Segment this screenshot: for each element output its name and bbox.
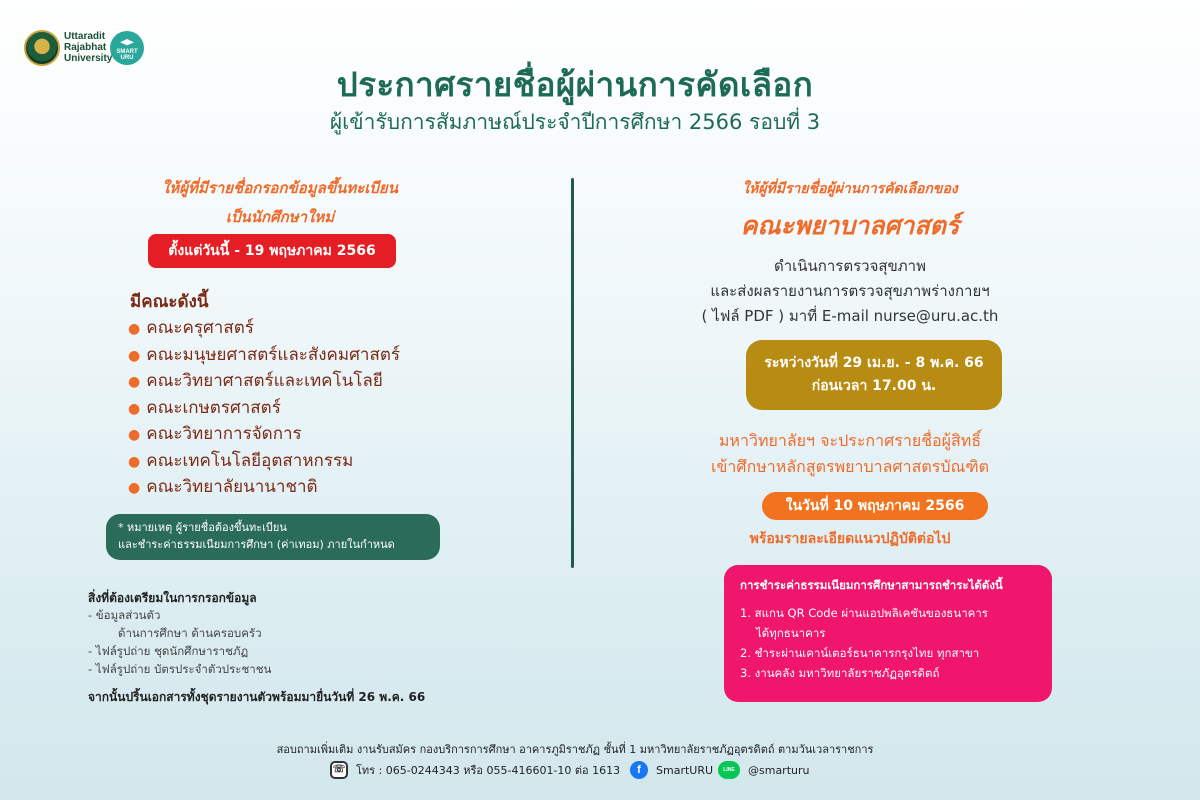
- facebook-icon: f: [630, 761, 648, 779]
- faculty-name: คณะเทคโนโลยีอุตสาหกรรม: [146, 450, 354, 471]
- faculty-heading: มีคณะดังนี้: [130, 292, 209, 312]
- instruction-line: ( ไฟล์ PDF ) มาที่ E-mail nurse@uru.ac.th: [701, 307, 999, 325]
- preparation-footer: จากนั้นปริ้นเอกสารทั้งชุดรายงานตัวพร้อมมายื่นวันที่ 26 พ.ค. 66: [88, 690, 426, 704]
- line-icon: LINE: [718, 761, 740, 779]
- faculty-list: [128, 315, 400, 501]
- announcement-date-badge: ในวันที่ 10 พฤษภาคม 2566: [762, 492, 988, 520]
- university-name-line: Uttaradit: [64, 31, 106, 42]
- note-line: * หมายเหตุ ผู้รายชื่อต้องขึ้นทะเบียน: [118, 521, 287, 534]
- instruction-line: และส่งผลรายงานการตรวจสุขภาพร่างกายฯ: [710, 282, 990, 300]
- faculty-name: คณะวิทยาการจัดการ: [146, 424, 302, 444]
- nursing-faculty-title: คณะพยาบาลศาสตร์: [740, 211, 960, 240]
- phone-text: โทร : 065-0244343 หรือ 055-416601-10 ต่อ 1613: [356, 764, 621, 777]
- faculty-name: คณะมนุษยศาสตร์และสังคมศาสตร์: [146, 344, 401, 365]
- list-item: - ไฟล์รูปถ่าย ชุดนักศึกษาราชภัฏ: [88, 644, 249, 658]
- list-item: 2. ชำระผ่านเคาน์เตอร์ธนาคารกรุงไทย ทุกสาขา: [740, 646, 980, 660]
- bullet-icon: ●: [128, 347, 141, 364]
- line-text: @smarturu: [748, 763, 810, 777]
- list-item: [128, 421, 400, 448]
- payment-methods-box: [724, 565, 1052, 702]
- graduation-cap-icon: [120, 39, 134, 47]
- bullet-icon: ●: [128, 321, 141, 337]
- registration-deadline-badge: ตั้งแต่วันนี้ - 19 พฤษภาคม 2566: [148, 234, 396, 268]
- left-intro-line: ให้ผู้ที่มีรายชื่อกรอกข้อมูลขึ้นทะเบียน: [162, 179, 398, 197]
- preparation-list: [88, 606, 271, 678]
- list-item: [740, 603, 1036, 643]
- bullet-icon: ●: [128, 400, 141, 417]
- payment-heading: การชำระค่าธรรมเนียมการศึกษาสามารถชำระได้ดังนี้: [740, 578, 1003, 592]
- list-item: ด้านการศึกษา ด้านครอบครัว: [118, 626, 262, 640]
- list-item: [128, 315, 400, 342]
- announcement-text: [640, 428, 1060, 480]
- list-item: 3. งานคลัง มหาวิทยาลัยราชภัฏอุตรดิตถ์: [740, 666, 940, 680]
- phone-contact: [330, 760, 620, 780]
- payment-method-continued: ได้ทุกธนาคาร: [756, 626, 826, 640]
- facebook-text: SmartURU: [656, 763, 714, 777]
- bullet-icon: ●: [128, 427, 141, 443]
- page-subtitle: ผู้เข้ารับการสัมภาษณ์ประจำปีการศึกษา 2566 รอบที่ 3: [329, 110, 821, 134]
- period-line: ระหว่างวันที่ 29 เม.ย. - 8 พ.ค. 66: [764, 355, 984, 371]
- detail-note: พร้อมรายละเอียดแนวปฏิบัติต่อไป: [749, 531, 951, 547]
- list-item: [128, 395, 400, 422]
- note-box: [106, 514, 440, 560]
- list-item: [128, 342, 400, 369]
- period-line: ก่อนเวลา 17.00 น.: [811, 378, 937, 394]
- right-intro: ให้ผู้ที่มีรายชื่อผู้ผ่านการคัดเลือกของ: [742, 181, 958, 197]
- list-item: - ข้อมูลส่วนตัว: [88, 608, 161, 622]
- university-name-line: Rajabhat: [64, 42, 107, 53]
- faculty-name: คณะวิทยาศาสตร์และเทคโนโลยี: [146, 371, 383, 391]
- bullet-icon: ●: [128, 480, 141, 496]
- preparation-heading: สิ่งที่ต้องเตรียมในการกรอกข้อมูล: [88, 591, 257, 605]
- announcement-line: มหาวิทยาลัยฯ จะประกาศรายชื่อผู้สิทธิ์: [718, 431, 982, 450]
- payment-method: 1. สแกน QR Code ผ่านแอปพลิเคชันของธนาคาร: [740, 606, 988, 620]
- left-intro: [100, 174, 460, 232]
- bullet-icon: ●: [128, 374, 141, 390]
- submission-period-badge: [746, 340, 1002, 410]
- facebook-contact[interactable]: [630, 760, 713, 780]
- column-divider: [571, 178, 574, 568]
- list-item: [128, 448, 400, 475]
- list-item: [128, 368, 400, 395]
- phone-icon: ☏: [330, 761, 348, 779]
- line-contact[interactable]: [718, 760, 810, 780]
- bullet-icon: ●: [128, 453, 141, 470]
- smart-uru-label: SMART URU: [116, 49, 138, 61]
- note-line: และชำระค่าธรรมเนียมการศึกษา (ค่าเทอม) ภายในกำหนด: [118, 538, 395, 551]
- footer-info: สอบถามเพิ่มเติม งานรับสมัคร กองบริการการศึกษา อาคารภูมิราชภัฏ ชั้นที่ 1 มหาวิทยาลัยราชภัฏอุตรดิตถ์ ตามวันเวลาราชการ: [276, 743, 874, 756]
- faculty-name: คณะวิทยาลัยนานาชาติ: [146, 477, 318, 497]
- instruction-line: ดำเนินการตรวจสุขภาพ: [774, 257, 926, 275]
- page-title: ประกาศรายชื่อผู้ผ่านการคัดเลือก: [336, 65, 814, 104]
- list-item: - ไฟล์รูปถ่าย บัตรประจำตัวประชาชน: [88, 662, 272, 676]
- list-item: [128, 474, 400, 501]
- health-check-instructions: [640, 254, 1060, 329]
- faculty-name: คณะครุศาสตร์: [146, 318, 254, 338]
- faculty-name: คณะเกษตรศาสตร์: [146, 397, 281, 418]
- left-intro-line: เป็นนักศึกษาใหม่: [225, 208, 335, 226]
- university-name-line: University: [64, 53, 113, 64]
- announcement-line: เข้าศึกษาหลักสูตรพยาบาลศาสตรบัณฑิต: [711, 457, 989, 476]
